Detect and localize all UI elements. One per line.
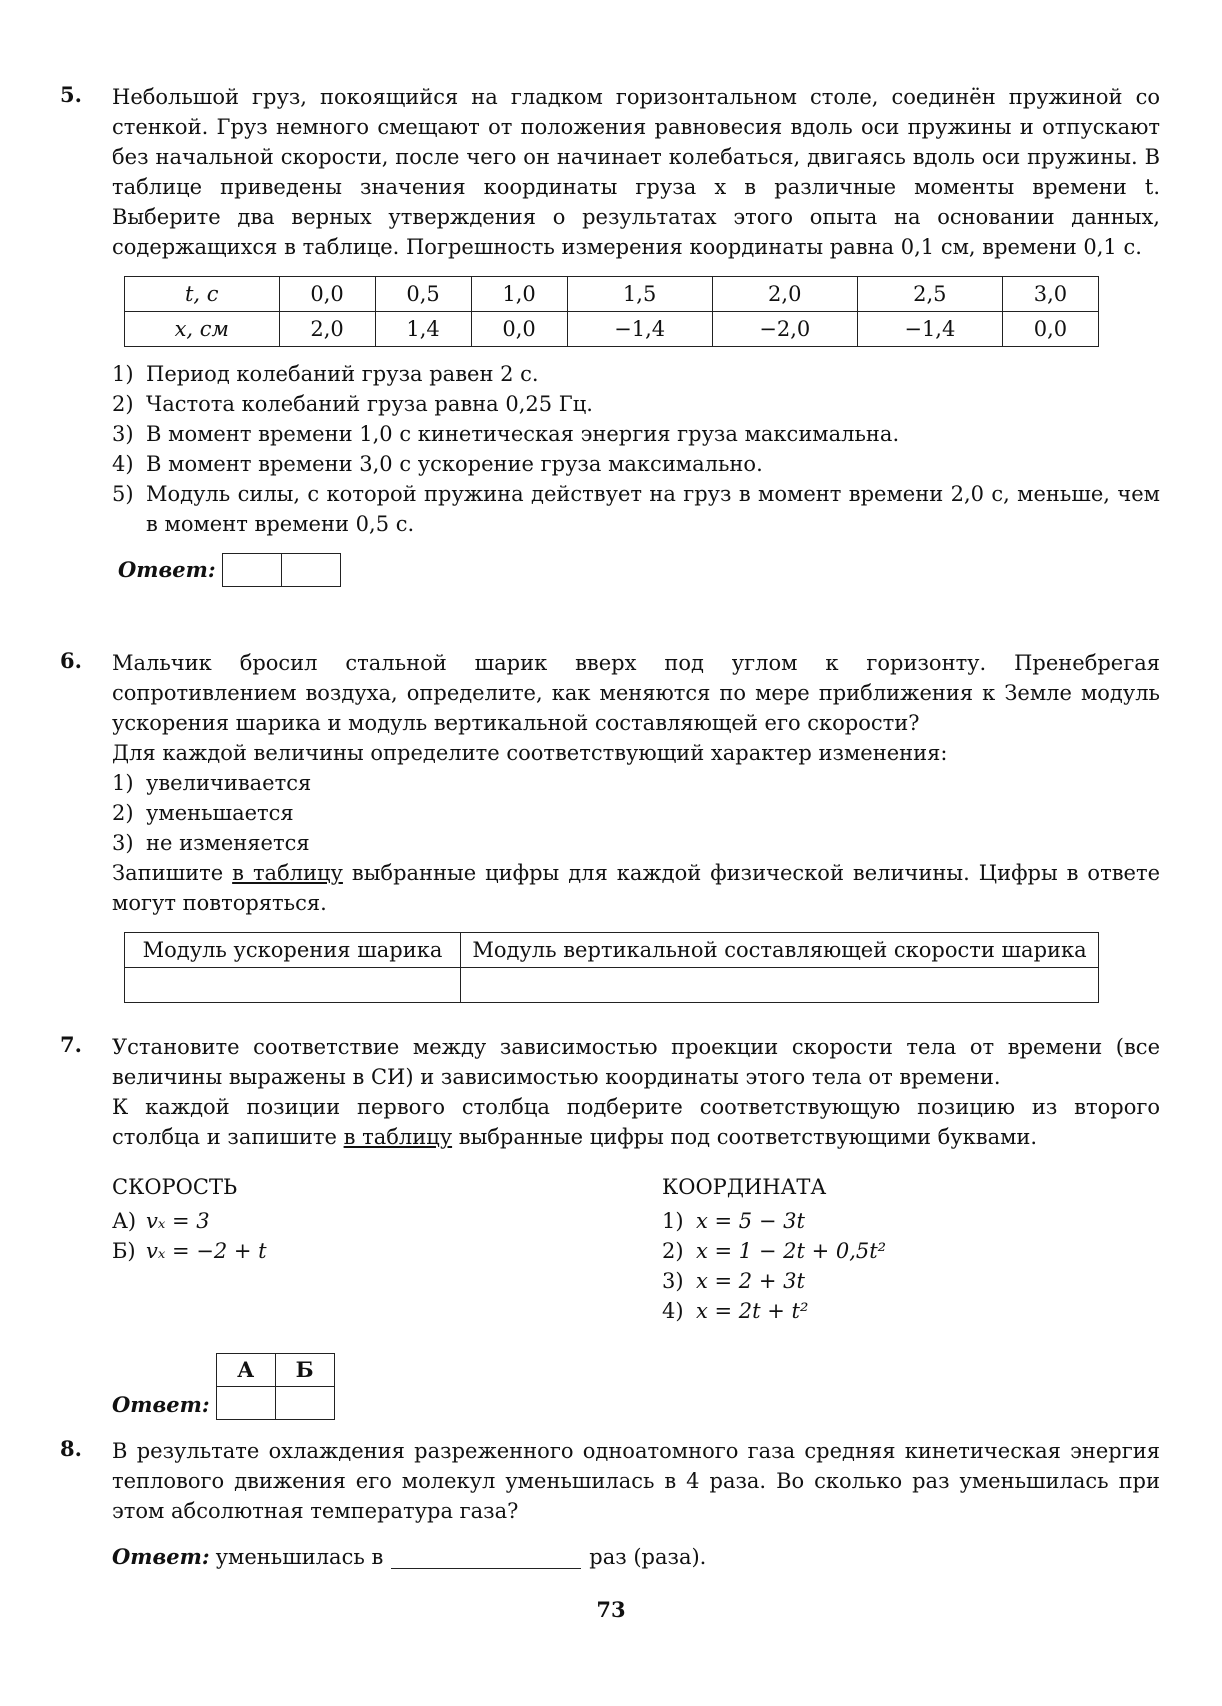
task-5-table: [124, 276, 1099, 347]
table-row-t: [125, 277, 1099, 312]
task-5-text: Небольшой груз, покоящийся на гладком горизонтальном столе, соединён пружиной со стенкой. Груз немного смещают от положения равновесия вдоль оси пружины и отпускают без начальной скорости, после чего он начинает колебаться, двигаясь вдоль оси пружины. В таблице приведены значения координаты груза x в различные моменты времени t. Выберите два верных утверждения о результатах этого опыта на основании данных, содержащихся в таблице. Погрешность измерения координаты равна 0,1 см, времени 0,1 с.: [112, 85, 1160, 259]
option-number: 1): [112, 771, 134, 795]
answer-cell-b[interactable]: [275, 1386, 334, 1419]
table-cell: 3,0: [1002, 277, 1098, 312]
table-header-t: t, с: [125, 277, 280, 312]
option-letter: А): [112, 1209, 137, 1233]
table-cell: −2,0: [712, 312, 857, 347]
page-number: 73: [596, 1597, 626, 1622]
task-8: [60, 1436, 1160, 1572]
table-row: [125, 933, 1099, 968]
answer-table: [216, 1353, 335, 1420]
task-6: [60, 648, 1160, 1003]
list-item: [112, 389, 1160, 419]
answer-cell-1[interactable]: [125, 968, 461, 1003]
table-cell: 0,0: [471, 312, 567, 347]
write-text: выбранные цифры для каждой физической величины. Цифры в ответе могут повторяться.: [112, 861, 1160, 915]
table-header-x: x, см: [125, 312, 280, 347]
table-row: [216, 1386, 334, 1419]
task-8-answer: [112, 1542, 1160, 1572]
table-cell: −1,4: [857, 312, 1002, 347]
task-8-text: В результате охлаждения разреженного одноатомного газа средняя кинетическая энергия теплового движения его молекул уменьшилась в 4 раза. Во сколько раз уменьшилась при этом абсолютная температура газа?: [112, 1439, 1160, 1523]
list-item: [112, 419, 1160, 449]
coordinate-formula: x = 2t + t²: [696, 1299, 809, 1323]
answer-cell-1[interactable]: [223, 554, 281, 586]
option-number: 2): [662, 1239, 684, 1263]
table-cell: 2,0: [279, 312, 375, 347]
answer-cell-2[interactable]: [281, 554, 340, 586]
option-number: 2): [112, 392, 134, 416]
velocity-formula: vₓ = 3: [146, 1209, 210, 1233]
list-item: [112, 359, 1160, 389]
instr-text: К каждой позиции первого столбца подберите соответствующую позицию из второго столбца и запишите: [112, 1095, 1160, 1149]
task-7-number: 7.: [60, 1032, 82, 1057]
answer-column-a: А: [216, 1353, 275, 1386]
coordinate-column: [662, 1172, 1160, 1326]
answer-cell-2[interactable]: [461, 968, 1099, 1003]
answer-prefix: уменьшилась в: [215, 1545, 384, 1569]
option-text: увеличивается: [146, 771, 312, 795]
option-text: Частота колебаний груза равна 0,25 Гц.: [146, 392, 593, 416]
table-cell: 0,0: [1002, 312, 1098, 347]
answer-label: Ответ:: [112, 1392, 210, 1417]
answer-suffix: раз (раза).: [589, 1545, 707, 1569]
write-table-link: в таблицу: [232, 861, 343, 885]
option-number: 3): [112, 831, 134, 855]
table-row-x: [125, 312, 1099, 347]
task-6-answer-table: [124, 932, 1099, 1003]
task-7-answer: [112, 1352, 1160, 1420]
coordinate-formula: x = 1 − 2t + 0,5t²: [696, 1239, 887, 1263]
velocity-formula: vₓ = −2 + t: [146, 1239, 267, 1263]
task-6-write-instruction: [112, 858, 1160, 918]
answer-label: Ответ:: [118, 557, 216, 582]
option-text: не изменяется: [146, 831, 310, 855]
task-5-number: 5.: [60, 82, 82, 107]
option-text: В момент времени 3,0 с ускорение груза максимально.: [146, 452, 763, 476]
table-cell: 1,0: [471, 277, 567, 312]
option-number: 4): [662, 1299, 684, 1323]
list-item: [662, 1296, 1160, 1326]
option-text: уменьшается: [146, 801, 294, 825]
task-7-columns: [112, 1172, 1160, 1326]
option-text: Модуль силы, с которой пружина действует на груз в момент времени 2,0 с, меньше, чем в момент времени 0,5 с.: [146, 482, 1160, 536]
list-item: [112, 449, 1160, 479]
option-number: 1): [112, 362, 134, 386]
task-5-answer: [118, 553, 1160, 587]
coordinate-formula: x = 2 + 3t: [696, 1269, 805, 1293]
list-item: [112, 1206, 662, 1236]
task-6-number: 6.: [60, 648, 82, 673]
task-6-instruction: Для каждой величины определите соответствующий характер изменения:: [112, 741, 948, 765]
option-text: В момент времени 1,0 с кинетическая энергия груза максимальна.: [146, 422, 900, 446]
answer-cell-a[interactable]: [216, 1386, 275, 1419]
list-item: [662, 1266, 1160, 1296]
list-item: [112, 798, 1160, 828]
table-cell: 0,0: [279, 277, 375, 312]
instr-text: выбранные цифры под соответствующими буквами.: [452, 1125, 1038, 1149]
table-header: Модуль вертикальной составляющей скорости шарика: [461, 933, 1099, 968]
list-item: [112, 479, 1160, 539]
option-number: 3): [112, 422, 134, 446]
option-number: 1): [662, 1209, 684, 1233]
option-text: Период колебаний груза равен 2 с.: [146, 362, 539, 386]
answer-label: Ответ:: [112, 1544, 210, 1569]
list-item: [662, 1206, 1160, 1236]
list-item: [662, 1236, 1160, 1266]
coordinate-formula: x = 5 − 3t: [696, 1209, 805, 1233]
option-letter: Б): [112, 1239, 136, 1263]
table-cell: 0,5: [375, 277, 471, 312]
velocity-column: [112, 1172, 662, 1326]
task-7-instruction: [112, 1092, 1160, 1152]
task-8-number: 8.: [60, 1436, 82, 1461]
write-text: Запишите: [112, 861, 233, 885]
option-number: 2): [112, 801, 134, 825]
table-row: [125, 968, 1099, 1003]
table-cell: −1,4: [567, 312, 712, 347]
table-cell: 1,4: [375, 312, 471, 347]
velocity-title: СКОРОСТЬ: [112, 1175, 238, 1199]
table-cell: 1,5: [567, 277, 712, 312]
option-number: 4): [112, 452, 134, 476]
coordinate-title: КООРДИНАТА: [662, 1175, 827, 1199]
answer-blank-field[interactable]: [391, 1546, 581, 1569]
task-5-options: [112, 359, 1160, 539]
task-7-text: Установите соответствие между зависимостью проекции скорости тела от времени (все величины выражены в СИ) и зависимостью координаты этого тела от времени.: [112, 1035, 1160, 1089]
table-header: Модуль ускорения шарика: [125, 933, 461, 968]
option-number: 5): [112, 482, 134, 506]
task-6-text: Мальчик бросил стальной шарик вверх под углом к горизонту. Пренебрегая сопротивлением воздуха, определите, как меняются по мере приближения к Земле модуль ускорения шарика и модуль вертикальной составляющей его скорости?: [112, 651, 1160, 735]
table-cell: 2,0: [712, 277, 857, 312]
instr-table-link: в таблицу: [343, 1125, 453, 1149]
table-cell: 2,5: [857, 277, 1002, 312]
answer-boxes: [222, 553, 341, 587]
list-item: [112, 828, 1160, 858]
list-item: [112, 768, 1160, 798]
table-row: [216, 1353, 334, 1386]
task-7: [60, 1032, 1160, 1420]
option-number: 3): [662, 1269, 684, 1293]
list-item: [112, 1236, 662, 1266]
task-5: [60, 82, 1160, 587]
answer-column-b: Б: [275, 1353, 334, 1386]
